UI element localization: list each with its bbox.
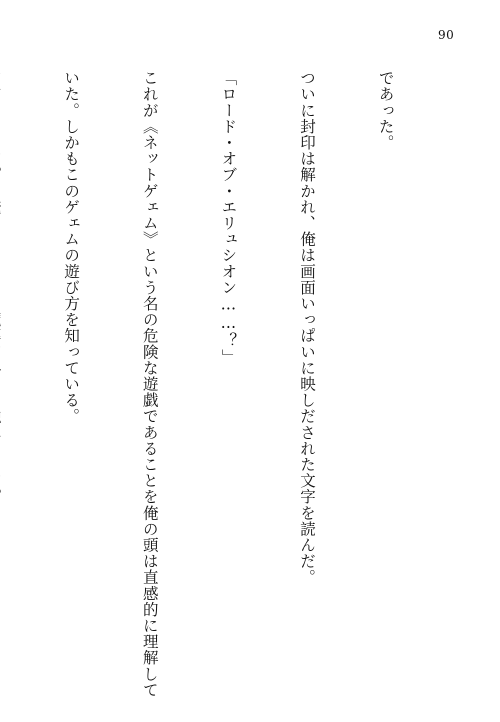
text-line: ついに封印は解かれ、俺は画面いっぱいに映しだされた文字を読んだ。 [297, 70, 316, 586]
text-line: であった。 [376, 70, 395, 151]
text-line: いた。しかもこのゲェムの遊び方を知っている。 [62, 70, 81, 425]
page-number: 90 [438, 28, 455, 42]
text-line: 「ロード・オブ・エリュシオン……？」 [219, 70, 238, 365]
novel-body-text [0, 70, 451, 698]
text-line: これが《ネットゲェム》という名の危険な遊戯であることを俺の頭は直感的に理解して [140, 70, 159, 698]
text-line [0, 70, 6, 670]
